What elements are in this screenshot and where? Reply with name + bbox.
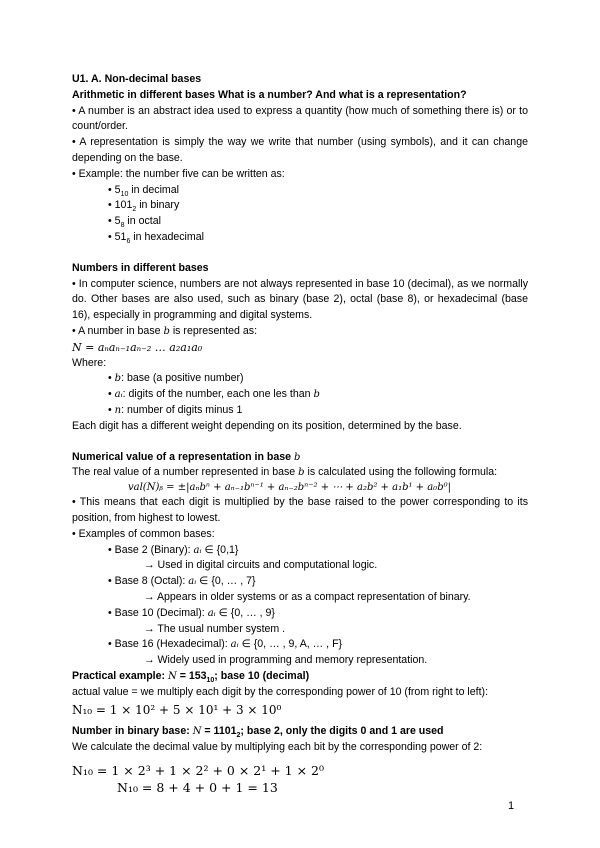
binary-formula-2: N₁₀ = 8 + 4 + 0 + 1 = 13 (117, 779, 278, 795)
intro-paragraph-1: • A number is an abstract idea used to express a quantity (how much of something there is) or to count/order. (72, 104, 528, 133)
page-number: 1 (508, 800, 515, 812)
bases-paragraph-2: • A number in base b is represented as: (72, 324, 258, 337)
binary-example-heading: Number in binary base: $N = 1101_2$; base 2, only the digits 0 and 1 are used (72, 725, 444, 740)
value-paragraph-2: • This means that each digit is multiplied by the base raised to the power corresponding to its position, from highest to lowest. (72, 496, 528, 524)
document-page (72, 72, 528, 796)
bases-closing: Each digit has a different weight depending on its position, determined by the base. (72, 419, 462, 432)
example-item: • $101_2$ in binary (108, 199, 180, 214)
intro-paragraph-2: • A representation is simply the way we write that number (using symbols), and it can change depending on the base. (72, 136, 528, 164)
definition-item: • n: number of digits minus 1 (108, 403, 243, 416)
section-heading-bases: Numbers in different bases (72, 261, 209, 274)
number-representation-formula: N = aₙaₙ₋₁aₙ₋₂ … a₂a₁a₀ (72, 340, 203, 354)
value-paragraph-3: • Examples of common bases: (72, 527, 215, 540)
base-description: → Used in digital circuits and computational logic. (144, 559, 378, 572)
definition-item: • aᵢ: digits of the number, each one les than b (108, 388, 320, 401)
where-label: Where: (72, 356, 107, 369)
binary-formula-1: N₁₀ = 1 × 2³ + 1 × 2² + 0 × 2¹ + 1 × 2⁰ (72, 762, 324, 778)
intro-paragraph-3: • Example: the number five can be written as: (72, 167, 285, 180)
doc-title: U1. A. Non-decimal bases (72, 73, 202, 85)
base-item: • Base 2 (Binary): aᵢ ∈ {0,1} (108, 543, 239, 556)
bases-paragraph-1: • In computer science, numbers are not always represented in base 10 (decimal), as we normally do. Other bases are also used, such as binary (base 2), octal (base 8), or hexadecimal (base 16), especially in programming and digital systems. (72, 277, 528, 322)
practical-paragraph: actual value = we multiply each digit by the corresponding power of 10 (from right to left): (72, 685, 489, 698)
base-description: → The usual number system . (144, 622, 286, 635)
section-heading-value: Numerical value of a representation in base b (72, 450, 301, 463)
value-paragraph-1: The real value of a number represented in base b is calculated using the following formula: (72, 466, 498, 479)
base-description: → Appears in older systems or as a compact representation of binary. (144, 590, 471, 603)
example-item: • $5_8$ in octal (108, 215, 161, 230)
value-formula: val(N)ᵦ = ±|aₙbⁿ + aₙ₋₁bⁿ⁻¹ + aₙ₋₂bⁿ⁻² + ⋯ + a₂b² + a₁b¹ + a₀b⁰| (128, 482, 451, 494)
definition-item: • b: base (a positive number) (108, 372, 244, 385)
binary-paragraph: We calculate the decimal value by multiplying each bit by the corresponding power of 2: (72, 741, 483, 754)
base-description: → Widely used in programming and memory representation. (144, 654, 428, 667)
practical-example-heading: Practical example: $N = 153_{10}$; base 10 (decimal) (72, 669, 310, 684)
example-item: • $51_6$ in hexadecimal (108, 230, 204, 246)
base-item: • Base 10 (Decimal): aᵢ ∈ {0, … , 9} (108, 606, 275, 619)
example-item: • $5_{10}$ in decimal (108, 183, 179, 198)
base-item: • Base 8 (Octal): aᵢ ∈ {0, … , 7} (108, 575, 256, 588)
doc-subtitle: Arithmetic in different bases What is a number? And what is a representation? (72, 88, 467, 101)
base-item: • Base 16 (Hexadecimal): aᵢ ∈ {0, … , 9, A, … , F} (108, 638, 343, 651)
practical-formula: N₁₀ = 1 × 10² + 5 × 10¹ + 3 × 10⁰ (72, 703, 282, 718)
